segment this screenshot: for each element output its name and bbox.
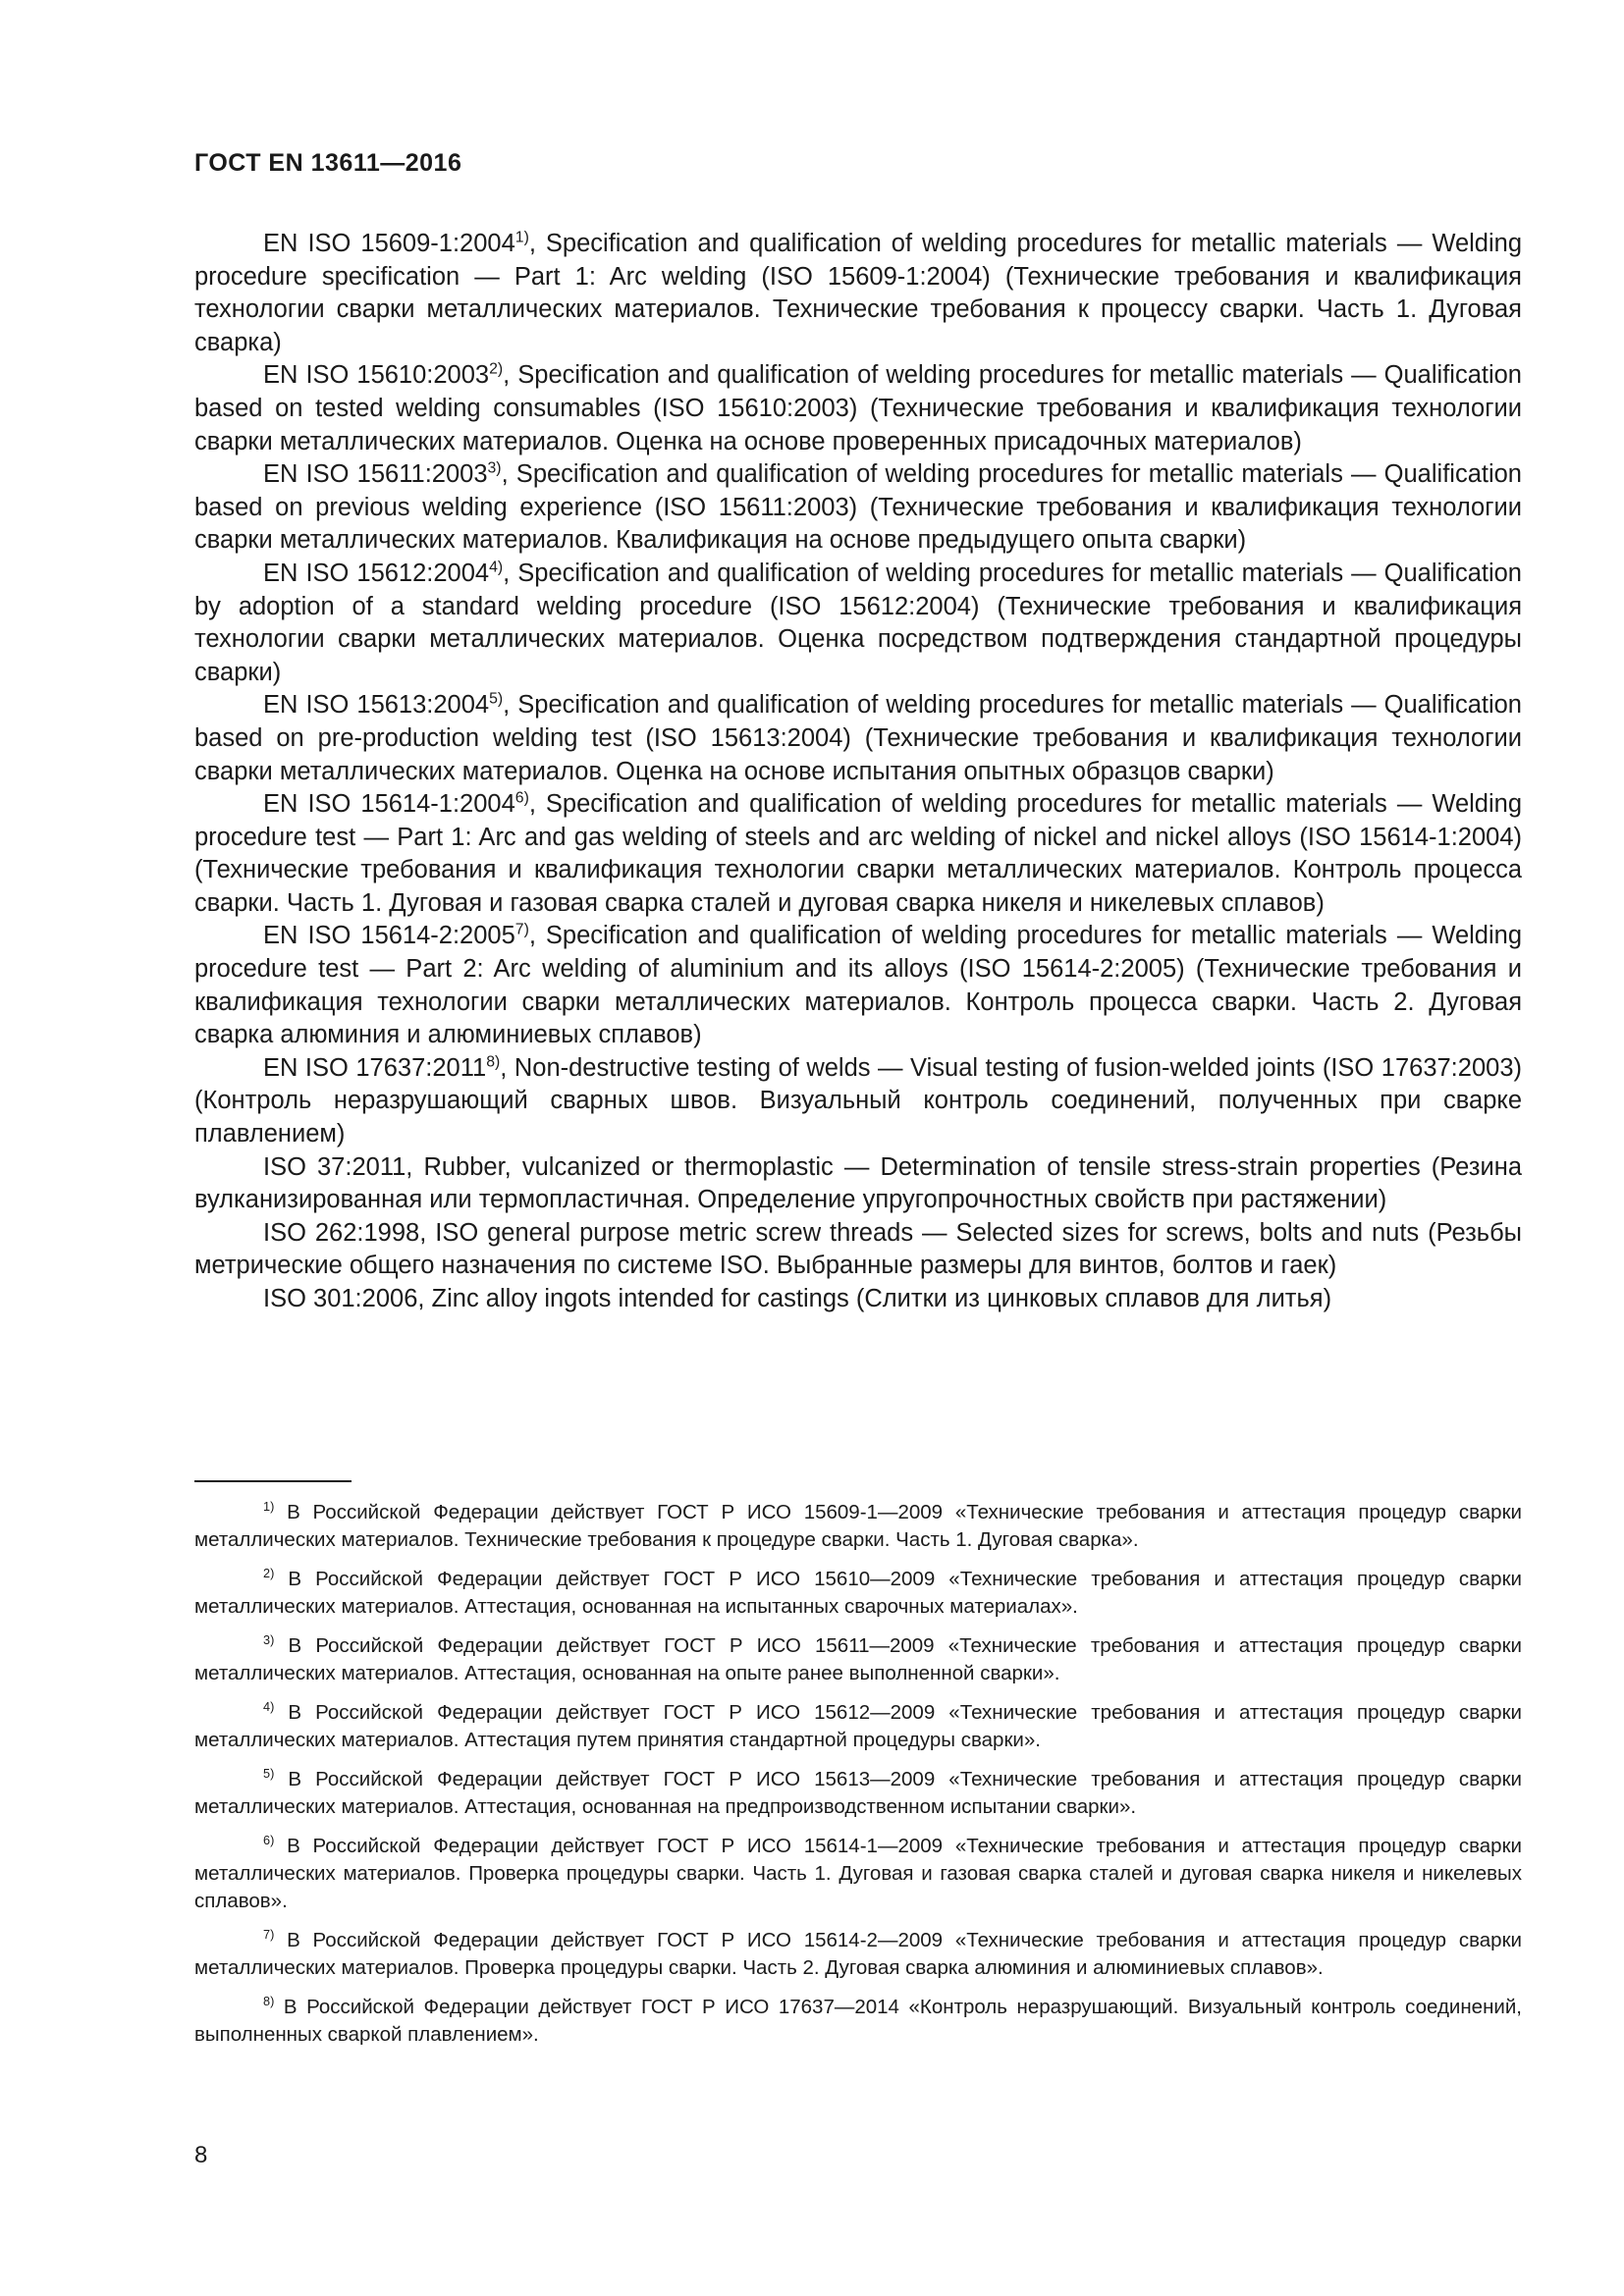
reference-designation: EN ISO 15614-1:2004 <box>263 790 515 819</box>
normative-references <box>194 228 1522 1316</box>
footnote <box>194 1927 1522 1982</box>
reference-designation: EN ISO 15610:2003 <box>263 361 490 390</box>
reference-entry <box>194 1052 1522 1151</box>
footnote <box>194 1766 1522 1821</box>
footnote-text: В Российской Федерации действует ГОСТ Р ИСО 15611—2009 «Технические требования и аттестация процедур сварки металлических материалов. Аттестация, основанная на опыте ранее выполненной сварки». <box>194 1634 1522 1684</box>
reference-designation: ISO 301:2006 <box>263 1285 418 1312</box>
reference-designation: EN ISO 15611:2003 <box>263 460 488 489</box>
footnote-separator <box>194 1480 352 1482</box>
footnote-marker[interactable]: 1) <box>514 229 529 246</box>
footnote <box>194 1632 1522 1687</box>
footnote-mark: 3) <box>263 1632 275 1648</box>
footnote-mark: 2) <box>263 1566 275 1581</box>
footnote-mark: 1) <box>263 1499 275 1515</box>
reference-entry <box>194 788 1522 920</box>
footnote <box>194 1699 1522 1754</box>
footnote-text: В Российской Федерации действует ГОСТ Р ИСО 17637—2014 «Контроль неразрушающий. Визуальный контроль соединений, выполненных сваркой плавлением». <box>194 1996 1522 2046</box>
footnote-mark: 5) <box>263 1766 275 1782</box>
footnote-marker[interactable]: 8) <box>486 1053 501 1071</box>
footnote-text: В Российской Федерации действует ГОСТ Р ИСО 15610—2009 «Технические требования и аттестация процедур сварки металлических материалов. Аттестация, основанная на испытанных сварочных материалах». <box>194 1568 1522 1618</box>
reference-entry <box>194 1217 1522 1283</box>
reference-designation: EN ISO 15609-1:2004 <box>263 230 515 257</box>
footnote-text: В Российской Федерации действует ГОСТ Р ИСО 15613—2009 «Технические требования и аттестация процедур сварки металлических материалов. Аттестация, основанная на предпроизводственном испытании сварки». <box>194 1768 1522 1818</box>
footnote-mark: 6) <box>263 1833 275 1848</box>
footnote-marker[interactable]: 7) <box>514 921 529 938</box>
reference-title: , Non-destructive testing of welds — Visual testing of fusion-welded joints (ISO 17637:2003) (Контроль неразрушающий сварных швов. Визуальный контроль соединений, полученных при сварке плавлением) <box>194 1053 1522 1148</box>
reference-designation: EN ISO 15613:2004 <box>263 691 490 720</box>
reference-designation: ISO 37:2011 <box>263 1152 406 1181</box>
reference-entry <box>194 359 1522 458</box>
footnote-marker[interactable]: 4) <box>489 559 504 576</box>
footnote <box>194 1566 1522 1621</box>
reference-entry <box>194 689 1522 788</box>
footnote-text: В Российской Федерации действует ГОСТ Р ИСО 15609-1—2009 «Технические требования и аттестация процедур сварки металлических материалов. Технические требования к процедуре сварки. Часть 1. Дуговая сварка». <box>194 1501 1522 1551</box>
footnote-marker[interactable]: 2) <box>489 360 504 378</box>
reference-entry <box>194 1151 1522 1217</box>
reference-title: , Specification and qualification of welding procedures for metallic materials — Welding procedure test — Part 2: Arc welding of aluminium and its alloys (ISO 15614-2:2005) (Технические требования и квалификация технологии сварки металлических материалов. Контроль процесса сварки. Часть 2. Дуговая сварка алюминия и алюминиевых сплавов) <box>194 922 1522 1049</box>
reference-entry <box>194 228 1522 359</box>
reference-title: , Specification and qualification of welding procedures for metallic materials — Welding procedure specification — Part 1: Arc welding (ISO 15609-1:2004) (Технические требования и квалификация технологии сварки металлических материалов. Технические требования к процессу сварки. Часть 1. Дуговая сварка) <box>194 230 1522 356</box>
footnote-mark: 4) <box>263 1699 275 1715</box>
reference-entry <box>194 1283 1522 1316</box>
footnote-marker[interactable]: 5) <box>489 690 504 708</box>
page-number: 8 <box>194 2142 208 2168</box>
reference-title: , Specification and qualification of welding procedures for metallic materials — Welding procedure test — Part 1: Arc and gas welding of steels and arc welding of nickel and nickel alloys (ISO 15614-1:2004) (Технические требования и квалификация технологии сварки металлических материалов. Контроль процесса сварки. Часть 1. Дуговая и газовая сварка сталей и дуговая сварка никеля и никелевых сплавов) <box>194 790 1522 917</box>
footnote-marker[interactable]: 6) <box>514 789 529 807</box>
footnote-text: В Российской Федерации действует ГОСТ Р ИСО 15614-2—2009 «Технические требования и аттестация процедур сварки металлических материалов. Проверка процедуры сварки. Часть 2. Дуговая сварка алюминия и алюминиевых сплавов». <box>194 1929 1522 1979</box>
footnote-mark: 7) <box>263 1927 275 1943</box>
reference-designation: EN ISO 15614-2:2005 <box>263 922 515 950</box>
reference-designation: EN ISO 15612:2004 <box>263 559 490 587</box>
reference-title: , Specification and qualification of welding procedures for metallic materials — Qualification by adoption of a standard welding procedure (ISO 15612:2004) (Технические требования и квалификация технологии сварки металлических материалов. Оценка посредством подтверждения стандартной процедуры сварки) <box>194 559 1522 686</box>
footnote <box>194 1833 1522 1915</box>
footnote-text: В Российской Федерации действует ГОСТ Р ИСО 15614-1—2009 «Технические требования и аттестация процедур сварки металлических материалов. Проверка процедуры сварки. Часть 1. Дуговая и газовая сварка сталей и дуговая сварка никеля и никелевых сплавов». <box>194 1835 1522 1912</box>
footnote-mark: 8) <box>263 1994 275 2009</box>
reference-title: , Rubber, vulcanized or thermoplastic — Determination of tensile stress-strain properties (Резина вулканизированная или термопластичная. Определение упругопрочностных свойств при растяжении) <box>194 1152 1522 1214</box>
reference-title: , Specification and qualification of welding procedures for metallic materials — Qualification based on tested welding consumables (ISO 15610:2003) (Технические требования и квалификация технологии сварки металлических материалов. Оценка на основе проверенных присадочных материалов) <box>194 361 1522 455</box>
document-header-title: ГОСТ EN 13611—2016 <box>194 149 462 177</box>
footnotes <box>194 1499 1522 2060</box>
reference-entry <box>194 458 1522 558</box>
reference-title: , Zinc alloy ingots intended for castings (Слитки из цинковых сплавов для литья) <box>417 1285 1332 1312</box>
reference-title: , ISO general purpose metric screw threads — Selected sizes for screws, bolts and nuts (Резьбы метрические общего назначения по системе ISO. Выбранные размеры для винтов, болтов и гаек) <box>194 1218 1522 1280</box>
footnote-marker[interactable]: 3) <box>487 459 502 477</box>
reference-entry <box>194 558 1522 689</box>
reference-title: , Specification and qualification of welding procedures for metallic materials — Qualification based on previous welding experience (ISO 15611:2003) (Технические требования и квалификация технологии сварки металлических материалов. Квалификация на основе предыдущего опыта сварки) <box>194 460 1522 555</box>
reference-title: , Specification and qualification of welding procedures for metallic materials — Qualification based on pre-production welding test (ISO 15613:2004) (Технические требования и квалификация технологии сварки металлических материалов. Оценка на основе испытания опытных образцов сварки) <box>194 691 1522 785</box>
footnote <box>194 1994 1522 2049</box>
reference-designation: EN ISO 17637:2011 <box>263 1053 487 1082</box>
reference-designation: ISO 262:1998 <box>263 1218 420 1247</box>
footnote <box>194 1499 1522 1554</box>
footnote-text: В Российской Федерации действует ГОСТ Р ИСО 15612—2009 «Технические требования и аттестация процедур сварки металлических материалов. Аттестация путем принятия стандартной процедуры сварки». <box>194 1701 1522 1751</box>
reference-entry <box>194 920 1522 1051</box>
